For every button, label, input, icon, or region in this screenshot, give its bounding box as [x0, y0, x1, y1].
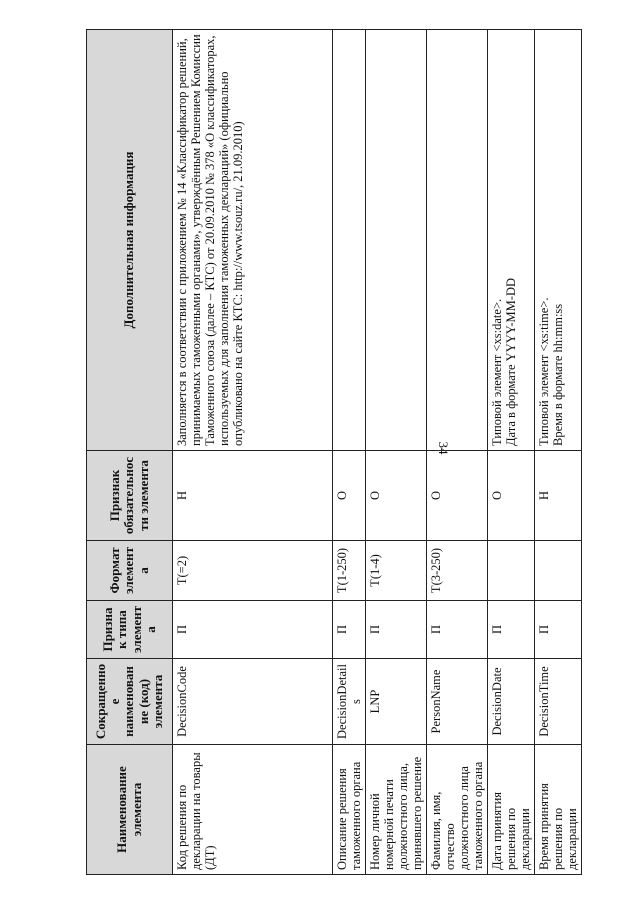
cell-format: T(=2) — [173, 541, 333, 601]
table-row — [366, 30, 427, 875]
cell-info: Заполняется в соответствии с приложением № 14 «Классификатор решений, принимаемых таможенными органами», утверждённым Решением Комиссии Таможенного союза (далее – КТС) от 20.09.2010 № 378 «О классификаторах, используемых для заполнения таможенных деклараций» (официально опубликовано на сайте КТС: http://www.tsouz.ru/, 21.09.2010) — [173, 30, 333, 451]
cell-type: П — [535, 601, 582, 659]
table-row — [488, 30, 535, 875]
cell-name: Время принятия решения по декларации — [535, 745, 582, 875]
header-element-code: Сокращенное наименование (код) элемента — [87, 659, 173, 745]
header-element-format: Формат элемента — [87, 541, 173, 601]
cell-info: Типовой элемент <xs:date>. Дата в формате YYYY-MM-DD — [488, 30, 535, 451]
table-row — [333, 30, 366, 875]
cell-name: Номер личной номерной печати должностного лица, принявшего решение — [366, 745, 427, 875]
cell-required: О — [488, 451, 535, 541]
cell-code: DecisionDate — [488, 659, 535, 745]
cell-info — [366, 30, 427, 451]
cell-required: О — [366, 451, 427, 541]
cell-code: PersonName — [427, 659, 488, 745]
table-row — [427, 30, 488, 875]
table-header-row — [87, 30, 173, 875]
cell-required: О — [427, 451, 488, 541]
cell-format: T(1-250) — [333, 541, 366, 601]
rotated-page-content — [86, 30, 579, 875]
cell-info — [427, 30, 488, 451]
cell-name: Код решения по декларации на товары (ДТ) — [173, 745, 333, 875]
cell-type: П — [427, 601, 488, 659]
cell-name: Дата принятия решения по декларации — [488, 745, 535, 875]
cell-code: DecisionDetails — [333, 659, 366, 745]
cell-format: T(3-250) — [427, 541, 488, 601]
cell-info — [333, 30, 366, 451]
cell-required: Н — [535, 451, 582, 541]
cell-name: Описание решения таможенного органа — [333, 745, 366, 875]
elements-table — [86, 29, 582, 875]
cell-code: DecisionTime — [535, 659, 582, 745]
cell-type: П — [488, 601, 535, 659]
cell-format: T(1-4) — [366, 541, 427, 601]
cell-code: DecisionCode — [173, 659, 333, 745]
cell-type: П — [173, 601, 333, 659]
page-number: 34 — [436, 441, 451, 455]
cell-required: О — [333, 451, 366, 541]
cell-info: Типовой элемент <xs:time>. Время в формате hh:mm:ss — [535, 30, 582, 451]
cell-name: Фамилия, имя, отчество должностного лица таможенного органа — [427, 745, 488, 875]
cell-format — [488, 541, 535, 601]
cell-required: Н — [173, 451, 333, 541]
cell-type: П — [333, 601, 366, 659]
cell-format — [535, 541, 582, 601]
cell-code: LNP — [366, 659, 427, 745]
header-additional-info: Дополнительная информация — [87, 30, 173, 451]
table-row — [535, 30, 582, 875]
header-element-name: Наименование элемента — [87, 745, 173, 875]
cell-type: П — [366, 601, 427, 659]
header-element-required: Признак обязательности элемента — [87, 451, 173, 541]
table-row — [173, 30, 333, 875]
header-element-type: Признак типа элемента — [87, 601, 173, 659]
